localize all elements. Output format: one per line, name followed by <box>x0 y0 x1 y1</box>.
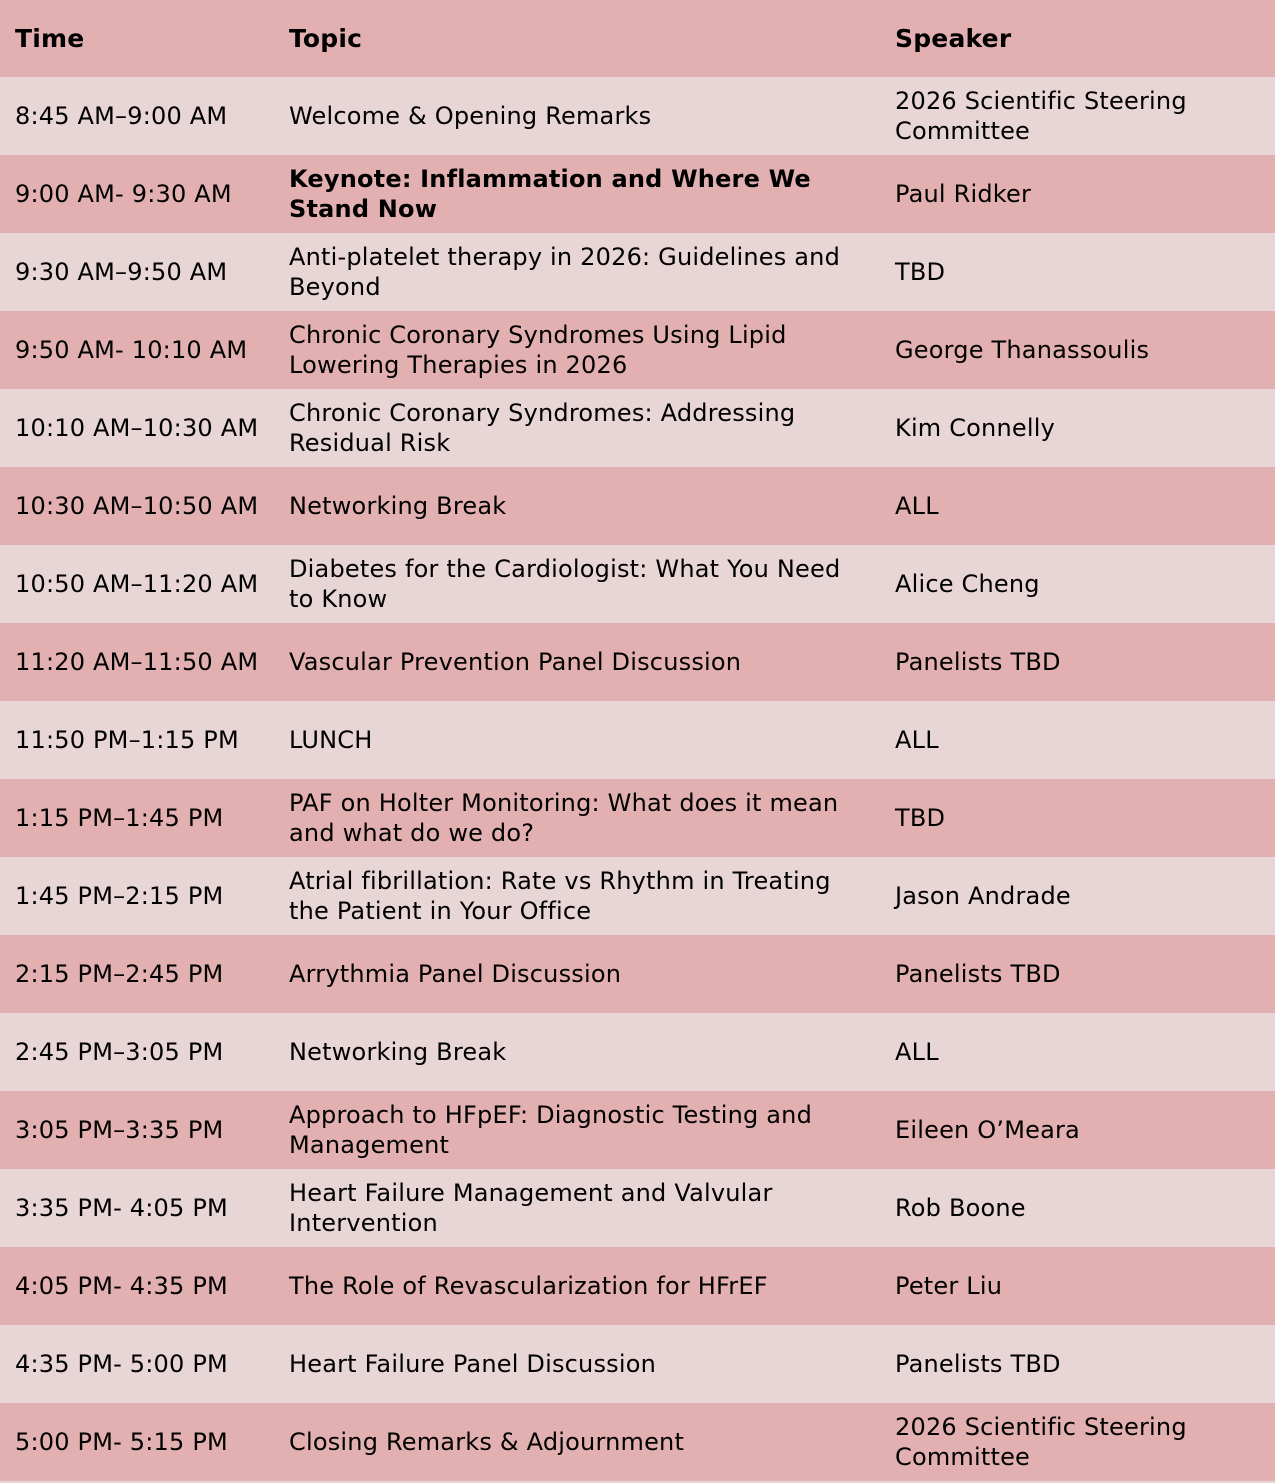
topic-cell: Heart Failure Panel Discussion <box>274 1325 880 1403</box>
time-cell: 2:45 PM–3:05 PM <box>0 1013 274 1091</box>
table-row <box>0 857 1275 935</box>
speaker-cell: TBD <box>880 779 1275 857</box>
topic-cell: Arrythmia Panel Discussion <box>274 935 880 1013</box>
topic-cell: Chronic Coronary Syndromes Using Lipid Lowering Therapies in 2026 <box>274 311 880 389</box>
speaker-cell: Paul Ridker <box>880 155 1275 233</box>
time-cell: 1:45 PM–2:15 PM <box>0 857 274 935</box>
header-speaker: Speaker <box>880 0 1275 77</box>
speaker-cell: Panelists TBD <box>880 935 1275 1013</box>
table-row <box>0 1013 1275 1091</box>
topic-cell: Atrial fibrillation: Rate vs Rhythm in Treating the Patient in Your Office <box>274 857 880 935</box>
topic-cell: Diabetes for the Cardiologist: What You Need to Know <box>274 545 880 623</box>
table-row <box>0 77 1275 155</box>
speaker-cell: 2026 Scientific Steering Committee <box>880 77 1275 155</box>
speaker-cell: Kim Connelly <box>880 389 1275 467</box>
speaker-cell: ALL <box>880 701 1275 779</box>
time-cell: 3:05 PM–3:35 PM <box>0 1091 274 1169</box>
table-row <box>0 1325 1275 1403</box>
header-row <box>0 0 1275 77</box>
topic-cell: Approach to HFpEF: Diagnostic Testing and Management <box>274 1091 880 1169</box>
time-cell: 11:50 PM–1:15 PM <box>0 701 274 779</box>
table-row <box>0 155 1275 233</box>
topic-cell: PAF on Holter Monitoring: What does it mean and what do we do? <box>274 779 880 857</box>
speaker-cell: 2026 Scientific Steering Committee <box>880 1403 1275 1481</box>
topic-cell: The Role of Revascularization for HFrEF <box>274 1247 880 1325</box>
speaker-cell: Eileen O’Meara <box>880 1091 1275 1169</box>
topic-cell: Heart Failure Management and Valvular Intervention <box>274 1169 880 1247</box>
time-cell: 10:50 AM–11:20 AM <box>0 545 274 623</box>
speaker-cell: Panelists TBD <box>880 1325 1275 1403</box>
time-cell: 9:00 AM- 9:30 AM <box>0 155 274 233</box>
time-cell: 4:35 PM- 5:00 PM <box>0 1325 274 1403</box>
topic-cell: Chronic Coronary Syndromes: Addressing Residual Risk <box>274 389 880 467</box>
table-row <box>0 545 1275 623</box>
time-cell: 5:00 PM- 5:15 PM <box>0 1403 274 1481</box>
table-row <box>0 311 1275 389</box>
time-cell: 4:05 PM- 4:35 PM <box>0 1247 274 1325</box>
topic-cell: Keynote: Inflammation and Where We Stand Now <box>274 155 880 233</box>
time-cell: 3:35 PM- 4:05 PM <box>0 1169 274 1247</box>
speaker-cell: Rob Boone <box>880 1169 1275 1247</box>
time-cell: 11:20 AM–11:50 AM <box>0 623 274 701</box>
topic-cell: Vascular Prevention Panel Discussion <box>274 623 880 701</box>
table-row <box>0 1403 1275 1481</box>
speaker-cell: George Thanassoulis <box>880 311 1275 389</box>
table-row <box>0 1247 1275 1325</box>
table-row <box>0 1091 1275 1169</box>
topic-cell: Networking Break <box>274 467 880 545</box>
topic-cell: Closing Remarks & Adjournment <box>274 1403 880 1481</box>
time-cell: 10:10 AM–10:30 AM <box>0 389 274 467</box>
speaker-cell: TBD <box>880 233 1275 311</box>
topic-cell: Networking Break <box>274 1013 880 1091</box>
time-cell: 10:30 AM–10:50 AM <box>0 467 274 545</box>
table-row <box>0 389 1275 467</box>
table-row <box>0 233 1275 311</box>
topic-cell: LUNCH <box>274 701 880 779</box>
table-row <box>0 701 1275 779</box>
table-row <box>0 467 1275 545</box>
time-cell: 2:15 PM–2:45 PM <box>0 935 274 1013</box>
header-time: Time <box>0 0 274 77</box>
time-cell: 1:15 PM–1:45 PM <box>0 779 274 857</box>
time-cell: 9:50 AM- 10:10 AM <box>0 311 274 389</box>
time-cell: 9:30 AM–9:50 AM <box>0 233 274 311</box>
table-row <box>0 935 1275 1013</box>
table-row <box>0 623 1275 701</box>
speaker-cell: Jason Andrade <box>880 857 1275 935</box>
speaker-cell: ALL <box>880 1013 1275 1091</box>
agenda-body <box>0 77 1275 1481</box>
agenda-header <box>0 0 1275 77</box>
speaker-cell: Panelists TBD <box>880 623 1275 701</box>
table-row <box>0 779 1275 857</box>
speaker-cell: ALL <box>880 467 1275 545</box>
time-cell: 8:45 AM–9:00 AM <box>0 77 274 155</box>
table-row <box>0 1169 1275 1247</box>
speaker-cell: Peter Liu <box>880 1247 1275 1325</box>
header-topic: Topic <box>274 0 880 77</box>
speaker-cell: Alice Cheng <box>880 545 1275 623</box>
topic-cell: Anti-platelet therapy in 2026: Guidelines and Beyond <box>274 233 880 311</box>
topic-cell: Welcome & Opening Remarks <box>274 77 880 155</box>
